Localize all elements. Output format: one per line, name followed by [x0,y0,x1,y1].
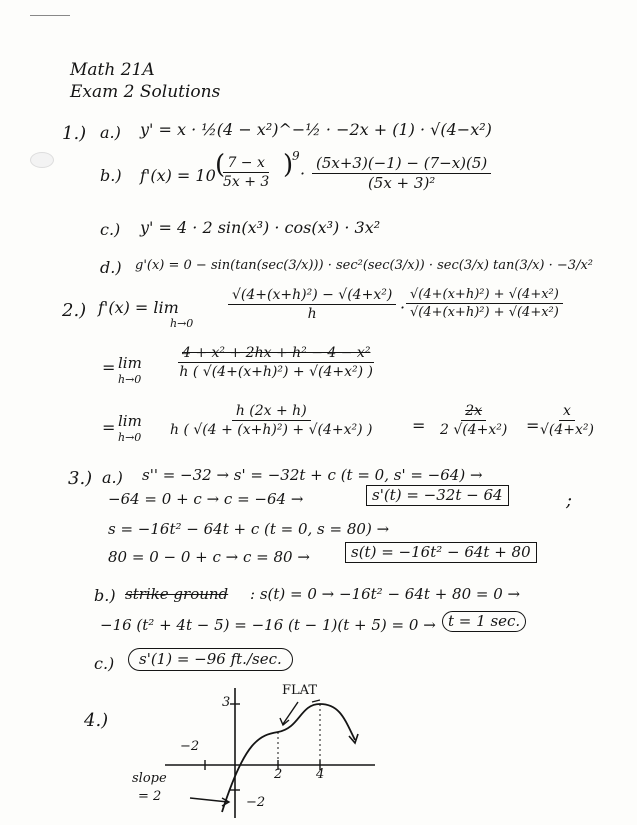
multiply-dot: · [400,298,406,317]
flat-annotation: FLAT [282,683,318,698]
problem-2-number: 2.) [62,300,87,321]
problem-2-lhs: f'(x) = lim [98,298,179,317]
inner-denominator: 5x + 3 [223,174,270,190]
problem-2-eq-2: = [102,358,116,377]
x-label-4: 4 [316,767,325,782]
problem-2-lim-3: lim [118,412,142,430]
numerator: √(4+(x+h)²) − √(4+x²) [228,288,396,305]
numerator: 4 + x² + 2hx + h² − 4 − x² [178,346,374,363]
problem-2-line2-fraction [178,346,374,379]
y-label-3: 3 [222,695,231,710]
problem-2-line3-fraction [170,404,372,437]
problem-3b-strike-ground: strike ground [125,585,229,603]
numerator: 2x [461,404,486,421]
denominator: 2 √(4+x²) [440,422,508,438]
denominator: h [307,306,317,322]
problem-4-number: 4.) [84,710,109,731]
problem-2-result1-fraction [440,404,507,437]
problem-1b-open-paren: ( [215,150,226,180]
exam-title: Exam 2 Solutions [70,82,221,102]
problem-3b-line2: −16 (t² + 4t − 5) = −16 (t − 1)(t + 5) = 0 → [100,616,436,634]
denominator: √(4+(x+h)²) + √(4+x²) [410,305,559,320]
problem-1b-fraction [312,156,491,191]
problem-2-eq-5: = [526,416,540,435]
problem-3a-line4: 80 = 0 − 0 + c → c = 80 → [108,548,310,566]
problem-1d-expression: g'(x) = 0 − sin(tan(sec(3/x))) · sec²(sec(3/x)) · sec(3/x) tan(3/x) · −3/x² [135,258,593,273]
problem-1b-dot: · [300,164,306,183]
problem-1-number: 1.) [62,123,87,144]
problem-3a-line1: s'' = −32 → s' = −32t + c (t = 0, s' = −64) → [142,466,483,484]
denominator: h ( √(4+(x+h)²) + √(4+x²) ) [179,364,373,380]
slope-annotation: slope [132,771,167,786]
problem-1a-expression: y' = x · ½(4 − x²)^−½ · −2x + (1) · √(4−x²) [140,120,492,139]
problem-1b-lhs: f'(x) = 10 [140,166,216,185]
x-label-minus2: −2 [180,739,200,754]
answer-box-velocity: s'(t) = −32t − 64 [366,485,509,506]
answer-box-position: s(t) = −16t² − 64t + 80 [345,542,537,563]
problem-1b-power: 9 [292,149,300,163]
answer-oval-impact-velocity: s'(1) = −96 ft./sec. [128,648,293,671]
problem-3a-line2: −64 = 0 + c → c = −64 → [108,490,304,508]
denominator: (5x + 3)² [367,174,436,192]
problem-3a-label: a.) [102,468,123,487]
problem-1c-label: c.) [100,220,121,239]
problem-2-lim-2: lim [118,354,142,372]
problem-1c-expression: y' = 4 · 2 sin(x³) · cos(x³) · 3x² [140,218,381,237]
problem-2-eq-4: = [412,416,426,435]
numerator: (5x+3)(−1) − (7−x)(5) [312,156,491,174]
problem-3-number: 3.) [68,468,93,489]
flat-arrow-right [312,700,320,702]
answer-box-time: t = 1 sec. [442,611,526,632]
problem-2-limit-sub: h→0 [170,317,194,330]
punch-hole [30,152,54,168]
problem-2-line1-fraction [228,288,396,321]
problem-1b-inner-fraction [223,156,269,189]
problem-3b-rest: : s(t) = 0 → −16t² − 64t + 80 = 0 → [250,585,521,603]
inner-numerator: 7 − x [223,156,268,173]
problem-3b-label: b.) [94,586,116,605]
x-label-2: 2 [274,767,283,782]
problem-3a-line3: s = −16t² − 64t + c (t = 0, s = 80) → [108,520,390,538]
problem-3c-label: c.) [94,654,115,673]
y-label-minus2: −2 [246,795,266,810]
numerator: h (2x + h) [232,404,311,421]
numerator: √(4+(x+h)²) + √(4+x²) [406,288,563,304]
denominator: h ( √(4 + (x+h)²) + √(4+x²) ) [170,422,373,438]
problem-1d-label: d.) [100,258,122,277]
problem-2-conjugate-fraction [406,288,563,319]
problem-2-eq-3: = [102,418,116,437]
problem-1b-close-paren: ) [283,150,294,180]
problem-1b-label: b.) [100,166,122,185]
problem-2-result2-fraction [540,404,594,437]
denominator: √(4+x²) [540,422,594,438]
page-edge-mark [30,15,70,16]
semicolon: ; [566,490,573,511]
problem-2-lim-sub-3: h→0 [118,431,142,444]
course-title: Math 21A [70,60,155,80]
numerator: x [559,404,575,421]
problem-1a-label: a.) [100,123,121,142]
slope-value: = 2 [138,789,162,804]
problem-2-lim-sub-2: h→0 [118,373,142,386]
